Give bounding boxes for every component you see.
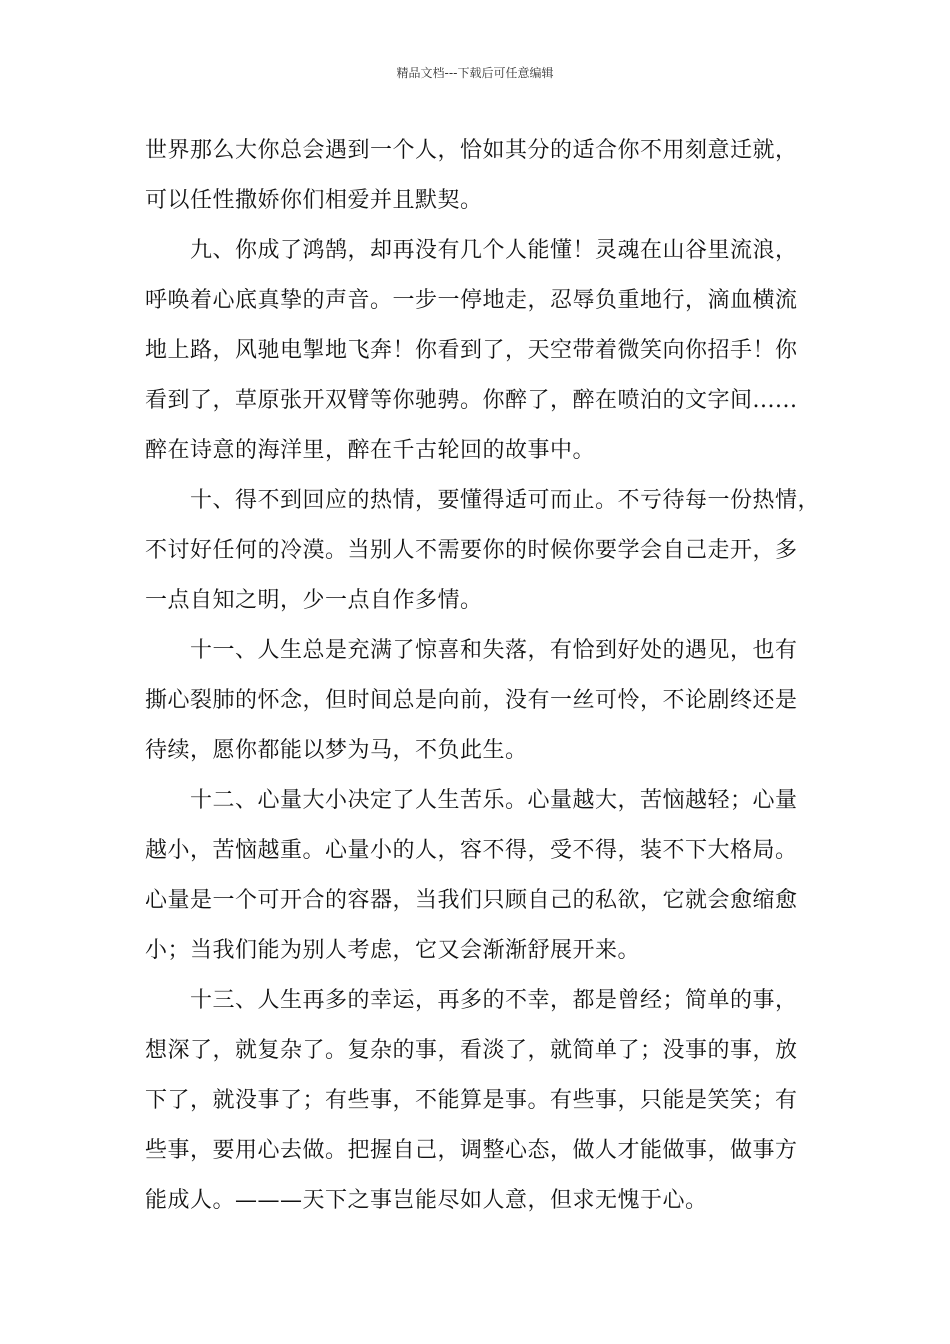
text-line: 十、得不到回应的热情，要懂得适可而止。不亏待每一份热情， [145,488,821,513]
page-header: 精品文档---下载后可任意编辑 [396,66,554,80]
text-line: 十二、心量大小决定了人生苦乐。心量越大，苦恼越轻；心量 [145,788,798,813]
text-line: 下了，就没事了；有些事，不能算是事。有些事，只能是笑笑；有 [145,1088,798,1113]
text-line: 九、你成了鸿鹄，却再没有几个人能懂！灵魂在山谷里流浪， [145,238,798,263]
text-line: 些事，要用心去做。把握自己，调整心态，做人才能做事，做事方 [145,1138,798,1163]
text-line: 十一、人生总是充满了惊喜和失落，有恰到好处的遇见，也有 [145,638,798,663]
text-line: 呼唤着心底真挚的声音。一步一停地走，忍辱负重地行，滴血横流 [145,288,798,313]
text-line: 越小，苦恼越重。心量小的人，容不得，受不得，装不下大格局。 [145,838,798,863]
text-line: 醉在诗意的海洋里，醉在千古轮回的故事中。 [145,438,596,463]
text-line: 地上路，风驰电掣地飞奔！你看到了，天空带着微笑向你招手！你 [145,338,798,363]
text-line: 能成人。———天下之事岂能尽如人意，但求无愧于心。 [145,1188,708,1213]
text-line: 世界那么大你总会遇到一个人，恰如其分的适合你不用刻意迁就， [145,138,798,163]
text-line: 想深了，就复杂了。复杂的事，看淡了，就简单了；没事的事，放 [145,1038,798,1063]
text-line: 看到了，草原张开双臂等你驰骋。你醉了，醉在喷泊的文字间...... [145,388,798,413]
text-line: 可以任性撒娇你们相爱并且默契。 [145,188,483,213]
document-body [145,126,821,1226]
text-line: 待续，愿你都能以梦为马，不负此生。 [145,738,528,763]
text-line: 十三、人生再多的幸运，再多的不幸，都是曾经；简单的事， [145,988,798,1013]
text-line: 小；当我们能为别人考虑，它又会渐渐舒展开来。 [145,938,641,963]
text-line: 心量是一个可开合的容器，当我们只顾自己的私欲，它就会愈缩愈 [145,888,798,913]
text-line: 不讨好任何的冷漠。当别人不需要你的时候你要学会自己走开，多 [145,538,798,563]
text-line: 一点自知之明，少一点自作多情。 [145,588,483,613]
text-line: 撕心裂肺的怀念，但时间总是向前，没有一丝可怜，不论剧终还是 [145,688,798,713]
